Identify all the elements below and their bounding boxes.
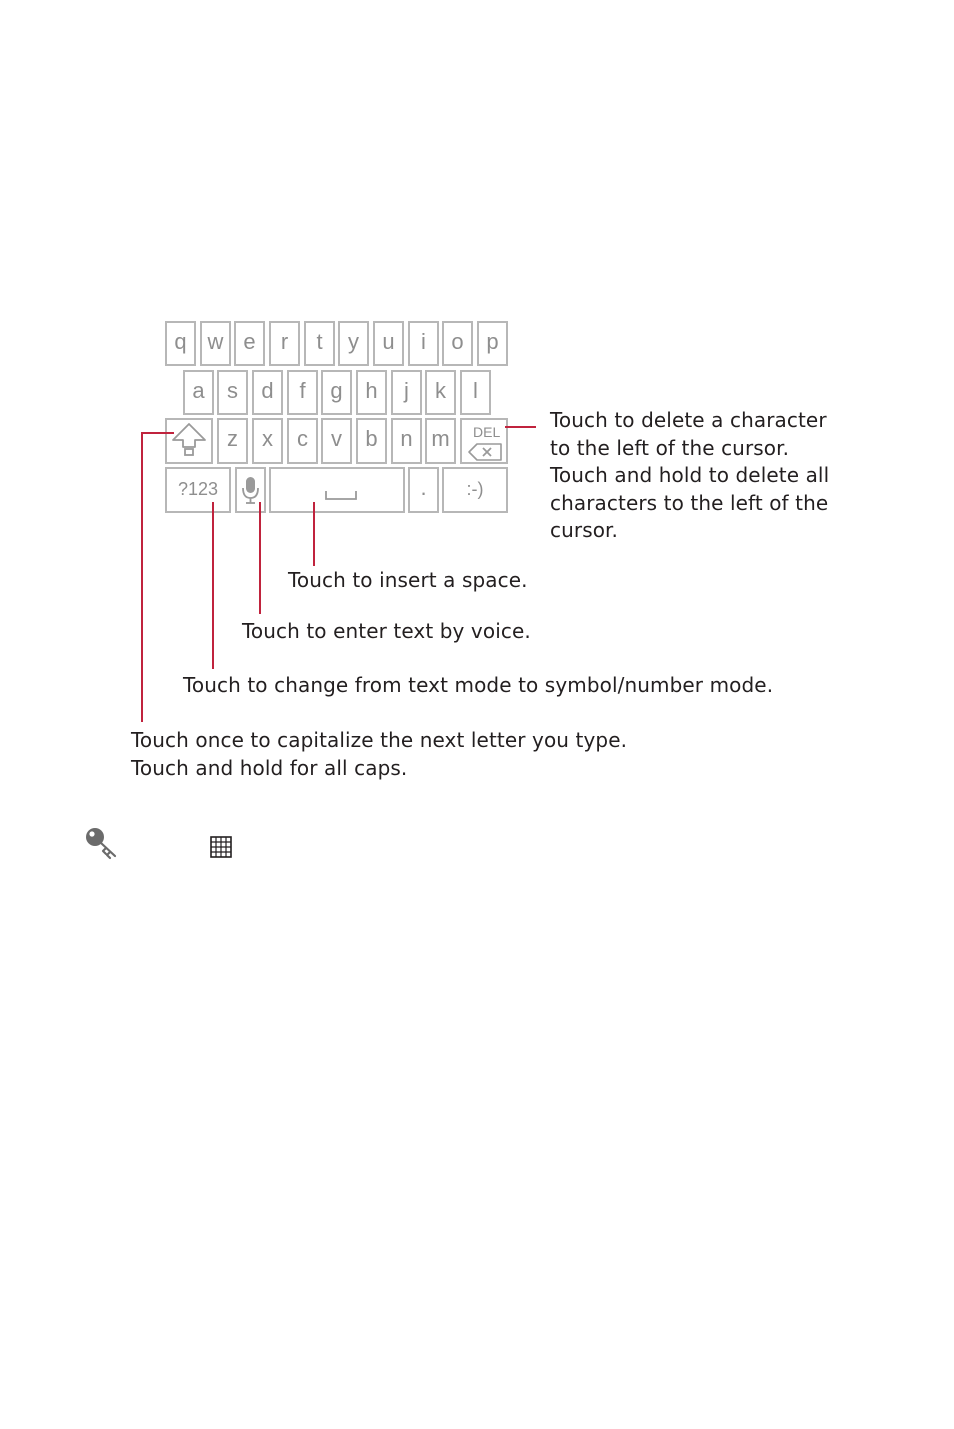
delete-key[interactable] [460,418,508,464]
key-label: k [435,378,446,403]
key-icon [84,826,120,860]
key-label: f [299,378,306,403]
key-label: m [431,426,450,451]
callout-line: to the left of the cursor. [550,435,790,460]
key-label: a [192,378,205,403]
leader-line-shift-vertical [141,432,143,722]
space-callout: Touch to insert a space. [288,568,528,592]
key-s[interactable] [217,370,248,415]
voice-callout: Touch to enter text by voice. [242,619,531,643]
key-e[interactable] [234,321,265,366]
key-label: h [365,378,378,403]
symbols-key-label: ?123 [177,479,219,499]
key-h[interactable] [356,370,387,415]
key-o[interactable] [442,321,473,366]
key-label: n [400,426,413,451]
voice-input-key[interactable] [235,467,266,513]
key-w[interactable] [200,321,231,366]
key-d[interactable] [252,370,283,415]
key-g[interactable] [321,370,352,415]
key-label: g [330,378,343,403]
key-label: c [297,426,308,451]
symbols-callout: Touch to change from text mode to symbol/number mode. [183,673,774,697]
backspace-icon [463,442,507,462]
grid-menu-icon [210,836,232,858]
key-label: p [486,329,499,354]
smiley-key[interactable] [442,467,508,513]
key-label: q [174,329,187,354]
key-k[interactable] [425,370,456,415]
key-b[interactable] [356,418,387,464]
symbols-key[interactable] [165,467,231,513]
key-q[interactable] [165,321,196,366]
key-label: w [207,329,224,354]
leader-line-shift-horizontal [141,432,174,434]
period-key[interactable] [408,467,439,513]
period-key-label: . [420,475,427,500]
leader-line-delete [505,426,536,428]
shift-key[interactable] [165,418,213,464]
key-v[interactable] [321,418,352,464]
key-label: b [365,426,378,451]
shift-callout [131,727,627,782]
key-label: y [348,329,359,354]
leader-line-space [313,502,315,566]
key-y[interactable] [338,321,369,366]
key-l[interactable] [460,370,491,415]
key-t[interactable] [304,321,335,366]
key-label: o [451,329,464,354]
key-n[interactable] [391,418,422,464]
key-z[interactable] [217,418,248,464]
key-p[interactable] [477,321,508,366]
smiley-key-label: :-) [466,479,484,499]
key-r[interactable] [269,321,300,366]
key-a[interactable] [183,370,214,415]
shift-arrow-icon [167,420,211,462]
callout-line: Touch and hold for all caps. [131,755,408,780]
leader-line-voice [259,502,261,614]
space-bar-icon [271,469,403,511]
key-f[interactable] [287,370,318,415]
key-label: u [382,329,395,354]
leader-line-symbols [212,502,214,669]
key-label: s [227,378,238,403]
callout-line: Touch and hold to delete all [550,463,830,487]
space-bar-key[interactable] [269,467,405,513]
key-label: z [227,426,238,451]
delete-key-label: DEL [473,424,501,440]
callout-line: Touch to delete a character [550,408,827,432]
key-label: r [280,329,289,354]
key-i[interactable] [408,321,439,366]
callout-line: characters to the left of the [550,490,829,515]
key-label: l [473,378,478,403]
key-m[interactable] [425,418,456,464]
key-label: v [331,426,342,451]
delete-callout [550,407,829,545]
key-label: i [421,329,426,354]
key-j[interactable] [391,370,422,415]
callout-line: cursor. [550,518,618,542]
key-label: d [261,378,274,403]
key-label: x [262,426,273,451]
callout-line: Touch once to capitalize the next letter you type. [131,728,628,752]
key-label: e [243,329,256,354]
key-label: j [404,378,409,403]
key-c[interactable] [287,418,318,464]
key-u[interactable] [373,321,404,366]
key-x[interactable] [252,418,283,464]
key-label: t [316,329,323,354]
